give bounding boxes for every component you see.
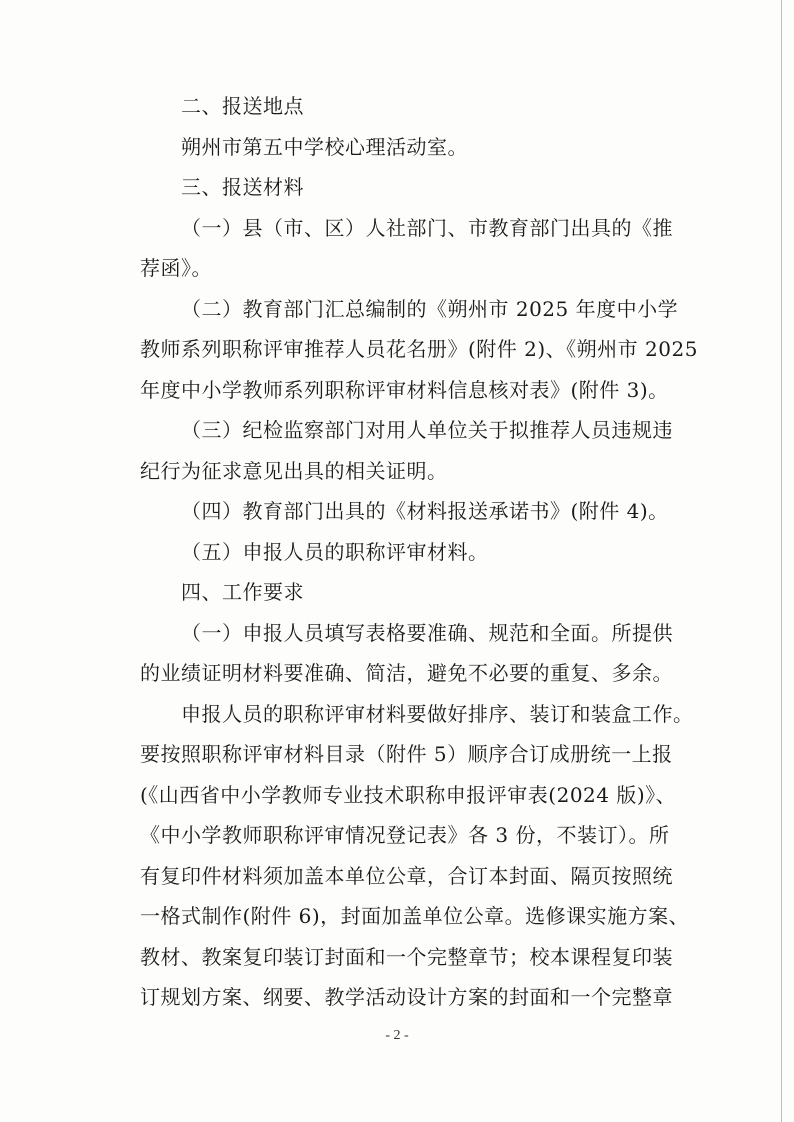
body-line: 一格式制作(附件 6)，封面加盖单位公章。选修课实施方案、 xyxy=(140,904,690,928)
body-line: 有复印件材料须加盖本单位公章，合订本封面、隔页按照统 xyxy=(140,863,673,888)
body-line: 的业绩证明材料要准确、简洁，避免不必要的重复、多余。 xyxy=(140,661,673,685)
body-line: 订规划方案、纲要、教学活动设计方案的封面和一个完整章 xyxy=(140,985,673,1009)
document-body xyxy=(140,86,698,1018)
body-line: 教师系列职称评审推荐人员花名册》(附件 2)、《朔州市 2025 xyxy=(140,337,698,361)
section-heading: 四、工作要求 xyxy=(181,580,304,604)
body-line: 要按照职称评审材料目录（附件 5）顺序合订成册统一上报 xyxy=(140,742,673,766)
body-line: (《山西省中小学教师专业技术职称申报评审表(2024 版)》、 xyxy=(140,782,677,807)
body-line: 荐函》。 xyxy=(140,256,212,280)
body-line: 朔州市第五中学校心理活动室。 xyxy=(181,134,468,159)
body-line: （五）申报人员的职称评审材料。 xyxy=(181,539,489,564)
body-line: （二）教育部门汇总编制的《朔州市 2025 年度中小学 xyxy=(181,296,679,321)
page-number: - 2 - xyxy=(385,1028,409,1043)
body-line: 纪行为征求意见出具的相关证明。 xyxy=(140,458,448,483)
body-line: 《中小学教师职称评审情况登记表》各 3 份，不装订）。所 xyxy=(140,823,670,847)
scan-edge-line xyxy=(781,0,782,1122)
section-heading: 二、报送地点 xyxy=(181,94,304,118)
body-line: （一）申报人员填写表格要准确、规范和全面。所提供 xyxy=(181,620,673,645)
body-line: （三）纪检监察部门对用人单位关于拟推荐人员违规违 xyxy=(181,418,673,442)
body-line: 申报人员的职称评审材料要做好排序、装订和装盒工作。 xyxy=(181,701,694,726)
body-line: 年度中小学教师系列职称评审材料信息核对表》(附件 3)。 xyxy=(140,377,669,402)
body-line: 教材、教案复印装订封面和一个完整章节；校本课程复印装 xyxy=(140,944,673,969)
body-line: （一）县（市、区）人社部门、市教育部门出具的《推 xyxy=(181,215,673,240)
section-heading: 三、报送材料 xyxy=(181,175,304,199)
body-line: （四）教育部门出具的《材料报送承诺书》(附件 4)。 xyxy=(181,499,669,523)
